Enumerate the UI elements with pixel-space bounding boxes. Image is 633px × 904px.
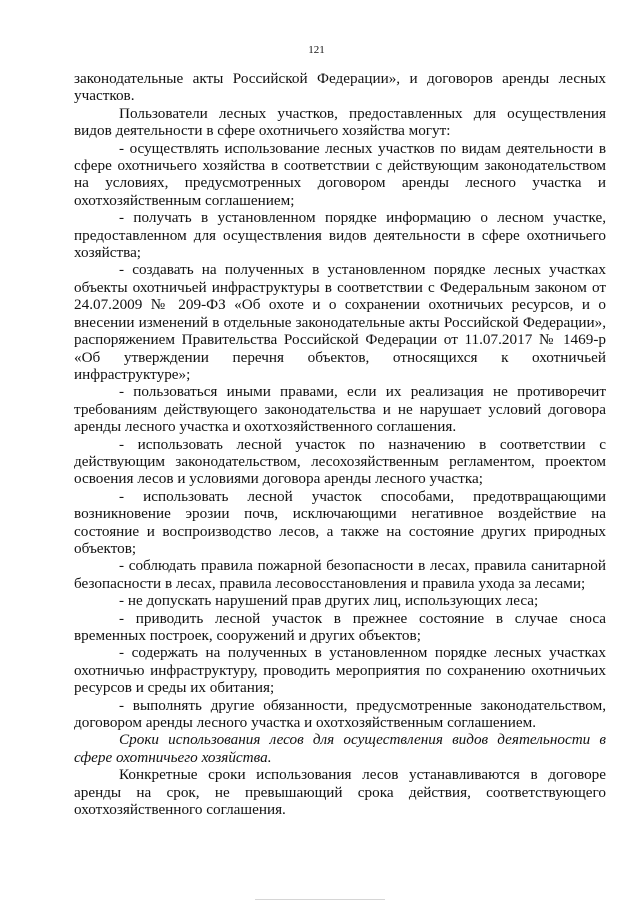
list-item-get-info: - получать в установленном порядке информацию о лесном участке, предоставленном для осуществления видов деятельности в сфере охотничьего хозяйства; <box>74 209 606 262</box>
list-item-create-infrastructure: - создавать на полученных в установленном порядке лесных участках объекты охотничьей инфраструктуры в соответствии с Федеральным законом от 24.07.2009 № 209-ФЗ «Об охоте и о сохранении охотничьих ресурсов, и о внесении изменений в отдельные законодательные акты Российской Федерации», распоряжением Правительства Российской Федерации от 11.07.2017 № 1469-р «Об утверждении перечня объектов, относящихся к охотничьей инфраструктуре»; <box>74 261 606 383</box>
list-item-fire-safety: - соблюдать правила пожарной безопасности в лесах, правила санитарной безопасности в лесах, правила лесовосстановления и правила ухода за лесами; <box>74 557 606 592</box>
list-item-no-violations: - не допускать нарушений прав других лиц, использующих леса; <box>119 592 539 610</box>
list-item-use-plots: - осуществлять использование лесных участков по видам деятельности в сфере охотничьего хозяйства в соответствии с действующим законодательством на условиях, предусмотренных договором аренды лесного участка и охотхозяйственным соглашением; <box>74 139 606 209</box>
paragraph-terms: Конкретные сроки использования лесов устанавливаются в договоре аренды на срок, не превышающий срока действия, соответствующего охотхозяйственного соглашения. <box>74 766 606 819</box>
list-item-use-by-purpose: - использовать лесной участок по назначению в соответствии с действующим законодательством, лесохозяйственным регламентом, проектом освоения лесов и условиями договора аренды лесного участка; <box>74 435 606 488</box>
page-bottom-rule <box>255 899 385 900</box>
document-body <box>74 70 606 818</box>
list-item-restore-plot: - приводить лесной участок в прежнее состояние в случае сноса временных построек, сооружений и других объектов; <box>74 609 606 644</box>
page-number: 121 <box>308 44 325 56</box>
paragraph-continuation: законодательные акты Российской Федерации», и договоров аренды лесных участков. <box>74 70 606 105</box>
paragraph-users-may: Пользователи лесных участков, предоставленных для осуществления видов деятельности в сфере охотничьего хозяйства могут: <box>74 104 606 140</box>
section-heading-terms: Сроки использования лесов для осуществления видов деятельности в сфере охотничьего хозяйства. <box>74 731 606 766</box>
list-item-prevent-erosion: - использовать лесной участок способами, предотвращающими возникновение эрозии почв, исключающими негативное воздействие на состояние и воспроизводство лесов, а также на состояние других природных объектов; <box>74 487 606 557</box>
list-item-other-duties: - выполнять другие обязанности, предусмотренные законодательством, договором аренды лесного участка и охотхозяйственным соглашением. <box>74 696 606 732</box>
list-item-other-rights: - пользоваться иными правами, если их реализация не противоречит требованиям действующего законодательства и не нарушает условий договора аренды лесного участка и охотхозяйственного соглашения. <box>74 383 606 436</box>
list-item-maintain-infrastructure: - содержать на полученных в установленном порядке лесных участках охотничью инфраструктуру, проводить мероприятия по сохранению охотничьих ресурсов и среды их обитания; <box>74 644 606 697</box>
